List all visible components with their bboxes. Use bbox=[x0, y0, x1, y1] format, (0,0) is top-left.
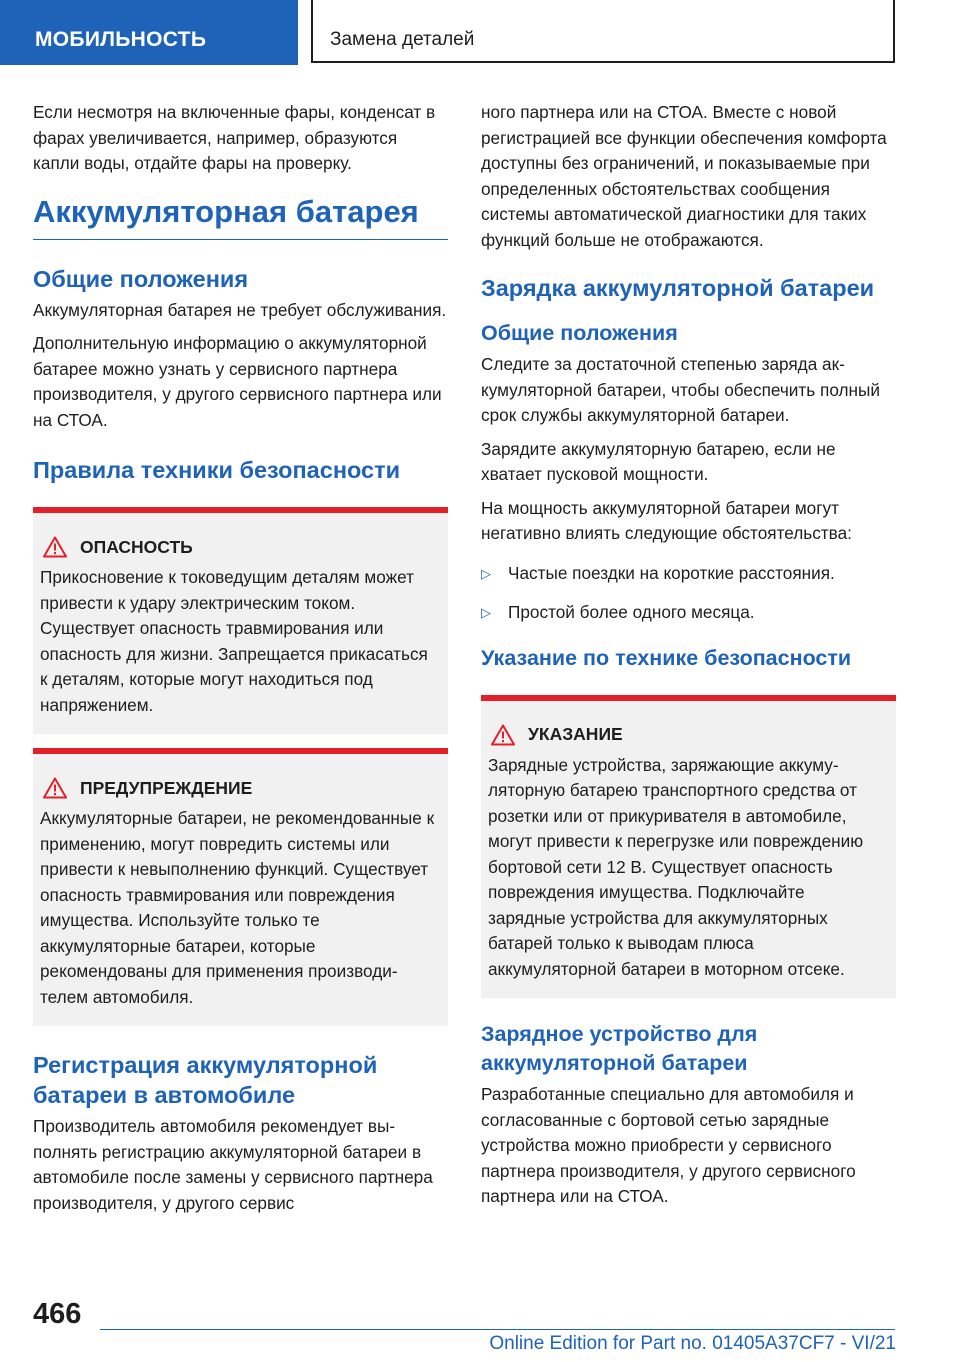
warning-triangle-icon bbox=[43, 777, 67, 799]
charging-heading: Зарядка аккумуляторной батареи bbox=[481, 275, 875, 301]
danger-text: Прикосновение к токоведущим деталям может привести к удару электрическим током. Существует опасность травмирования или опасность для жизни. Запрещается прикасаться к деталям, которые могут находиться под напряжением. bbox=[40, 567, 428, 715]
notice-text: Зарядные устройства, заряжающие аккумуляторную батарею транспортного средства от розетки или от прикуривателя в автомобиле, могут привести к перегрузке или повреждению бортовой сети 12 В. Существует опасность повреждения имущества. Подключайте зарядные устройства для аккумуляторных батарей только к выводам плюса аккумуляторной батареи в моторном отсеке. bbox=[488, 754, 864, 979]
warning-title bbox=[40, 776, 437, 800]
intro-paragraph: Если несмотря на включенные фары, конденсат в фарах увеличивается, например, образуются капли воды, отдайте фары на проверку. bbox=[33, 102, 436, 173]
registration-paragraph: Производитель автомобиля рекомендует выполнять регистрацию аккумуляторной батареи в автомобиле после замены у сервисного партнера производителя, у другого сервис bbox=[33, 1116, 433, 1213]
charger-paragraph: Разработанные специально для автомобиля и согласованные с бортовой сетью зарядные устройства можно приобрести у сервисного партнера производителя, у другого сервисного партнера или на СТОА. bbox=[481, 1084, 856, 1206]
list-item: ▷ Частые поездки на короткие расстояния. bbox=[481, 561, 896, 587]
general-paragraph-2: Дополнительную информацию о аккумуляторной батарее можно узнать у сервисного партнера производителя, у другого сервисного партнера или на СТОА. bbox=[33, 333, 442, 430]
footer-edition[interactable]: Online Edition for Part no. 01405A37CF7 - VI/21 bbox=[489, 1333, 896, 1354]
section-tab[interactable]: МОБИЛЬНОСТЬ bbox=[0, 0, 298, 65]
footer-divider bbox=[100, 1329, 895, 1330]
general-heading: Общие положения bbox=[33, 265, 249, 292]
warning-text: Аккумуляторные батареи, не рекомендованные к применению, могут повредить системы или привести к невыполнению функций. Существует опасность травмирования или повреждения имущества. Используйте только те аккумуляторные батареи, которые рекомендованы для применения производителем автомобиля. bbox=[40, 808, 435, 1007]
general-paragraph-1: Аккумуляторная батарея не требует обслуживания. bbox=[33, 299, 447, 320]
charging-general-heading: Общие положения bbox=[481, 321, 678, 345]
right-column bbox=[481, 100, 896, 1218]
left-column bbox=[33, 100, 448, 1224]
notice-title-text: УКАЗАНИЕ bbox=[528, 724, 623, 744]
notice-box bbox=[481, 695, 896, 999]
warning-triangle-icon bbox=[491, 724, 515, 746]
circumstance-list bbox=[481, 561, 896, 626]
triangle-bullet-icon: ▷ bbox=[481, 605, 491, 620]
warning-box bbox=[33, 748, 448, 1026]
page-number: 466 bbox=[33, 1298, 82, 1330]
charging-paragraph-1: Следите за достаточной степенью заряда аккумуляторной батареи, чтобы обеспечить полный срок службы аккумуляторной батареи. bbox=[481, 354, 880, 425]
notice-title bbox=[488, 723, 885, 747]
triangle-bullet-icon: ▷ bbox=[481, 565, 491, 581]
right-safety-heading: Указание по технике безопасности bbox=[481, 645, 852, 670]
danger-title bbox=[40, 535, 437, 559]
charger-heading: Зарядное устройство для аккумуляторной батареи bbox=[481, 1022, 758, 1075]
page-header bbox=[0, 0, 960, 65]
charging-paragraph-3: На мощность аккумуляторной батареи могут негативно влиять следующие обстоятельства: bbox=[481, 497, 852, 543]
list-item: ▷ Простой более одного месяца. bbox=[481, 600, 896, 626]
registration-heading: Регистрация аккумуляторной батареи в автомобиле bbox=[33, 1052, 378, 1108]
warning-triangle-icon bbox=[43, 536, 67, 558]
charging-paragraph-2: Зарядите аккумуляторную батарею, если не хватает пусковой мощности. bbox=[481, 438, 836, 484]
danger-box bbox=[33, 507, 448, 734]
safety-heading: Правила техники безопасности bbox=[33, 457, 401, 483]
danger-title-text: ОПАСНОСТЬ bbox=[80, 536, 193, 557]
continuation-paragraph: ного партнера или на СТОА. Вместе с новой регистрацией все функции обеспечения комфорта доступны без ограничений, и показываемые при определенных обстоятельствах сообщения системы автоматической диагностики для таких функций больше не отображаются. bbox=[481, 102, 887, 250]
chapter-title: Замена деталей bbox=[311, 0, 895, 63]
battery-heading: Аккумуляторная батарея bbox=[33, 191, 448, 240]
warning-title-text: ПРЕДУПРЕЖДЕНИЕ bbox=[80, 777, 253, 798]
